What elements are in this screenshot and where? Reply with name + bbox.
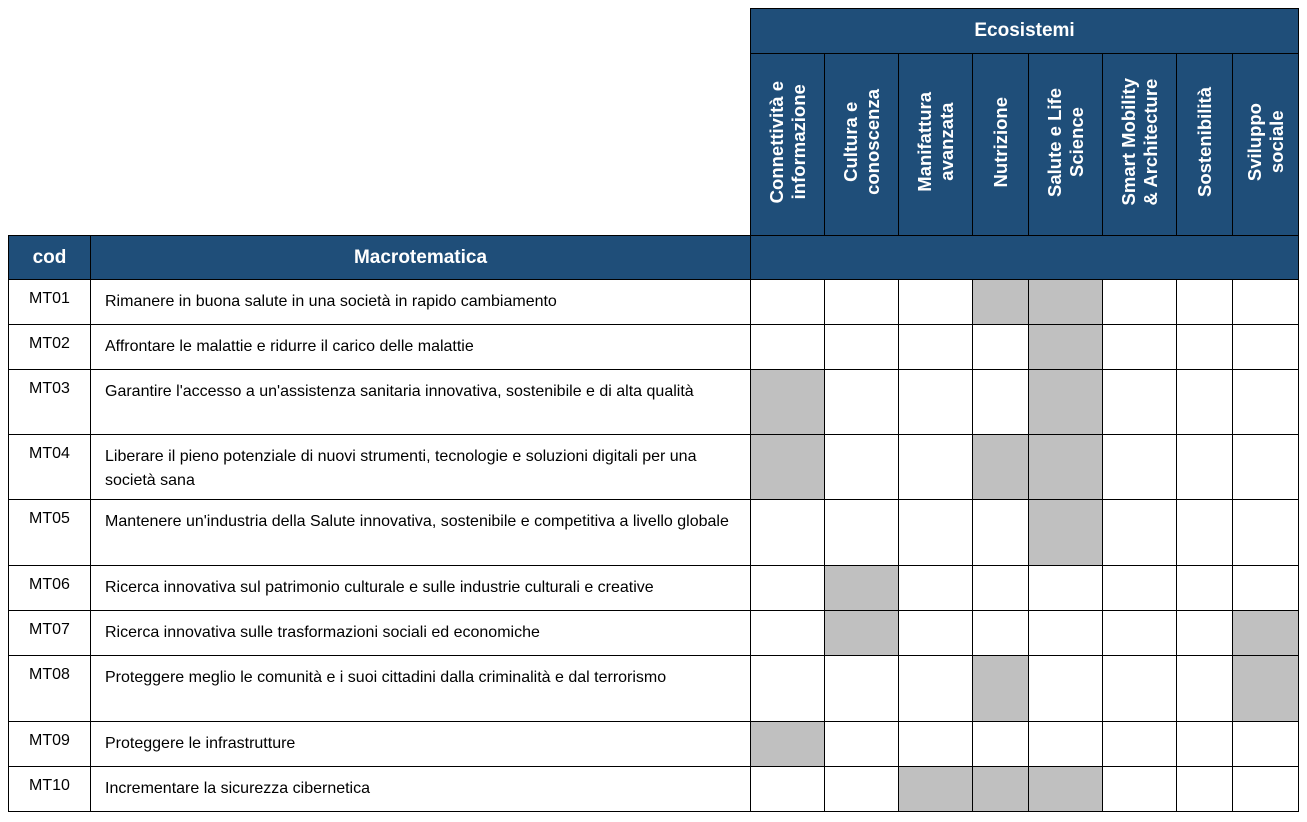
mark-cell-filled <box>1233 656 1299 722</box>
table-row <box>9 611 1299 656</box>
mark-cell-empty <box>825 722 899 767</box>
mark-cell-empty <box>899 435 973 500</box>
row-topic: Rimanere in buona salute in una società in rapido cambiamento <box>91 280 751 325</box>
table-row <box>9 566 1299 611</box>
mark-cell-filled <box>899 767 973 812</box>
code-column-header: cod <box>9 236 91 280</box>
mark-cell-empty <box>973 611 1029 656</box>
mark-cell-filled <box>825 566 899 611</box>
row-code: MT09 <box>9 722 91 767</box>
ecosystem-label: Sostenibilità <box>1193 87 1215 197</box>
mark-cell-empty <box>899 370 973 435</box>
mark-cell-empty <box>1233 722 1299 767</box>
table-row <box>9 370 1299 435</box>
mark-cell-empty <box>899 325 973 370</box>
row-code: MT07 <box>9 611 91 656</box>
mark-cell-filled <box>973 656 1029 722</box>
mark-cell-filled <box>1029 500 1103 566</box>
mark-cell-empty <box>751 566 825 611</box>
table-row <box>9 280 1299 325</box>
mark-cell-empty <box>825 767 899 812</box>
ecosystem-header <box>1103 54 1177 236</box>
row-code: MT04 <box>9 435 91 500</box>
row-topic: Liberare il pieno potenziale di nuovi strumenti, tecnologie e soluzioni digitali per una società sana <box>91 435 751 500</box>
mark-cell-filled <box>751 722 825 767</box>
table-row <box>9 767 1299 812</box>
mark-cell-empty <box>1103 500 1177 566</box>
row-code: MT08 <box>9 656 91 722</box>
mark-cell-empty <box>751 500 825 566</box>
mark-cell-empty <box>1233 370 1299 435</box>
mark-cell-empty <box>1177 611 1233 656</box>
mark-cell-empty <box>1177 566 1233 611</box>
topic-column-header: Macrotematica <box>91 236 751 280</box>
macrotematiche-matrix <box>8 8 1299 812</box>
mark-cell-filled <box>751 435 825 500</box>
mark-cell-empty <box>825 370 899 435</box>
ecosystem-header <box>1029 54 1103 236</box>
row-topic: Garantire l'accesso a un'assistenza sanitaria innovativa, sostenibile e di alta qualità <box>91 370 751 435</box>
mark-cell-empty <box>1177 722 1233 767</box>
row-topic: Affrontare le malattie e ridurre il carico delle malattie <box>91 325 751 370</box>
row-code: MT06 <box>9 566 91 611</box>
mark-cell-filled <box>825 611 899 656</box>
mark-cell-empty <box>1233 325 1299 370</box>
mark-cell-empty <box>899 280 973 325</box>
mark-cell-empty <box>899 722 973 767</box>
mark-cell-empty <box>1103 370 1177 435</box>
ecosystem-label: Connettività e informazione <box>765 80 809 204</box>
mark-cell-empty <box>899 500 973 566</box>
mark-cell-empty <box>899 611 973 656</box>
row-code: MT03 <box>9 370 91 435</box>
table-row <box>9 500 1299 566</box>
mark-cell-empty <box>973 325 1029 370</box>
mark-cell-empty <box>1233 435 1299 500</box>
mark-cell-empty <box>1029 566 1103 611</box>
mark-cell-empty <box>1177 280 1233 325</box>
ecosystem-label: Sviluppo sociale <box>1243 102 1287 182</box>
mark-cell-empty <box>1103 325 1177 370</box>
row-code: MT10 <box>9 767 91 812</box>
mark-cell-empty <box>1103 722 1177 767</box>
mark-cell-filled <box>1233 611 1299 656</box>
mark-cell-empty <box>1103 611 1177 656</box>
mark-cell-empty <box>1177 435 1233 500</box>
row-topic: Mantenere un'industria della Salute innovativa, sostenibile e competitiva a livello globale <box>91 500 751 566</box>
mark-cell-empty <box>1103 435 1177 500</box>
mark-cell-empty <box>1103 767 1177 812</box>
mark-cell-filled <box>973 435 1029 500</box>
mark-cell-empty <box>1029 611 1103 656</box>
mark-cell-empty <box>1103 656 1177 722</box>
mark-cell-empty <box>973 370 1029 435</box>
row-topic: Proteggere meglio le comunità e i suoi cittadini dalla criminalità e dal terrorismo <box>91 656 751 722</box>
row-topic: Proteggere le infrastrutture <box>91 722 751 767</box>
mark-cell-empty <box>751 325 825 370</box>
mark-cell-empty <box>1233 566 1299 611</box>
ecosystem-header <box>751 54 825 236</box>
mark-cell-empty <box>1029 656 1103 722</box>
ecosystems-header-band <box>751 236 1299 280</box>
ecosystem-header <box>1233 54 1299 236</box>
mark-cell-filled <box>973 280 1029 325</box>
ecosystem-header <box>1177 54 1233 236</box>
mark-cell-filled <box>1029 435 1103 500</box>
mark-cell-empty <box>1177 656 1233 722</box>
mark-cell-empty <box>825 280 899 325</box>
row-topic: Ricerca innovativa sulle trasformazioni sociali ed economiche <box>91 611 751 656</box>
table-row <box>9 435 1299 500</box>
mark-cell-empty <box>825 656 899 722</box>
ecosystem-header <box>899 54 973 236</box>
ecosystem-header <box>973 54 1029 236</box>
mark-cell-empty <box>751 280 825 325</box>
mark-cell-empty <box>825 325 899 370</box>
row-code: MT01 <box>9 280 91 325</box>
mark-cell-filled <box>751 370 825 435</box>
mark-cell-empty <box>1177 325 1233 370</box>
mark-cell-empty <box>751 656 825 722</box>
mark-cell-empty <box>751 611 825 656</box>
ecosystems-header: Ecosistemi <box>751 9 1299 54</box>
mark-cell-filled <box>973 767 1029 812</box>
ecosystem-label: Nutrizione <box>989 96 1011 188</box>
table-row <box>9 656 1299 722</box>
mark-cell-empty <box>1233 280 1299 325</box>
table-row <box>9 325 1299 370</box>
ecosystem-label: Smart Mobility & Architecture <box>1117 78 1161 206</box>
row-code: MT02 <box>9 325 91 370</box>
mark-cell-empty <box>973 500 1029 566</box>
mark-cell-empty <box>973 722 1029 767</box>
table-row <box>9 722 1299 767</box>
mark-cell-filled <box>1029 325 1103 370</box>
header-spacer <box>9 9 751 236</box>
ecosystem-label: Cultura e conoscenza <box>839 89 883 195</box>
mark-cell-filled <box>1029 280 1103 325</box>
mark-cell-empty <box>899 656 973 722</box>
mark-cell-filled <box>1029 370 1103 435</box>
mark-cell-empty <box>1177 767 1233 812</box>
mark-cell-empty <box>973 566 1029 611</box>
mark-cell-empty <box>1177 500 1233 566</box>
mark-cell-empty <box>1233 500 1299 566</box>
ecosystem-label: Salute e Life Science <box>1043 87 1087 197</box>
mark-cell-empty <box>825 435 899 500</box>
mark-cell-empty <box>1103 280 1177 325</box>
mark-cell-empty <box>899 566 973 611</box>
row-topic: Ricerca innovativa sul patrimonio culturale e sulle industrie culturali e creative <box>91 566 751 611</box>
mark-cell-empty <box>1103 566 1177 611</box>
mark-cell-empty <box>1029 722 1103 767</box>
mark-cell-empty <box>1233 767 1299 812</box>
ecosystem-header <box>825 54 899 236</box>
mark-cell-empty <box>825 500 899 566</box>
mark-cell-empty <box>751 767 825 812</box>
row-code: MT05 <box>9 500 91 566</box>
ecosystem-label: Manifattura avanzata <box>913 92 957 192</box>
row-topic: Incrementare la sicurezza cibernetica <box>91 767 751 812</box>
mark-cell-filled <box>1029 767 1103 812</box>
mark-cell-empty <box>1177 370 1233 435</box>
